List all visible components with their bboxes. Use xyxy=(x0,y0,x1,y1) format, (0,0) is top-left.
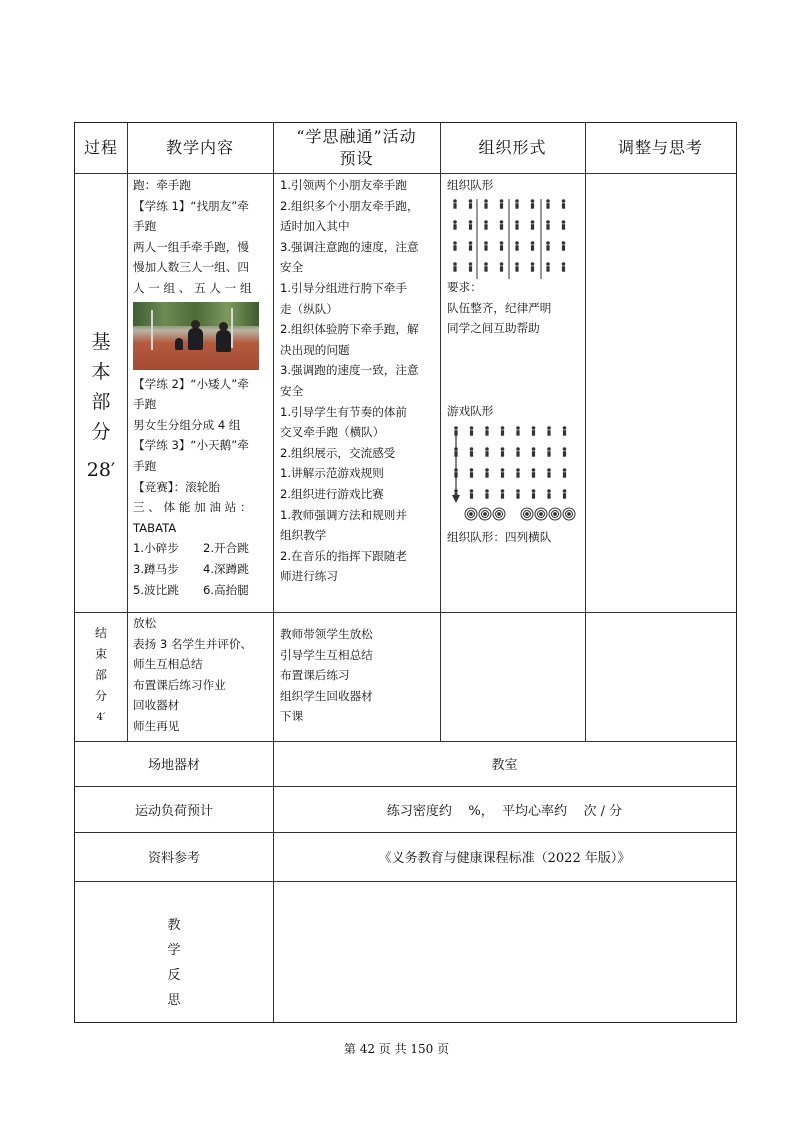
activity-line: 1.引导学生有节奏的体前 xyxy=(280,404,407,419)
org-title: 组织队形 xyxy=(447,178,494,192)
student-figure-body xyxy=(531,245,534,251)
end-activity-line: 下课 xyxy=(280,709,304,724)
tire-icon xyxy=(470,513,473,516)
player-figure xyxy=(470,426,474,430)
player-figure xyxy=(563,426,567,430)
activity-line: 3.强调跑的速度一致，注意 xyxy=(280,363,419,378)
requirement-line: 要求： xyxy=(447,280,482,294)
header-process: 过程 xyxy=(83,138,118,157)
reflection-label-char: 反 xyxy=(167,968,181,983)
end-label-char: 结 xyxy=(94,626,107,640)
end-activity-line: 组织学生回收器材 xyxy=(280,688,373,703)
content-line: 手跑 xyxy=(133,219,157,234)
player-figure xyxy=(547,468,551,472)
student-figure-body xyxy=(546,245,549,251)
player-figure xyxy=(516,426,520,430)
end-content xyxy=(133,613,252,737)
basic-label-char: 基 xyxy=(91,331,111,353)
activity-line: 2.组织进行游戏比赛 xyxy=(280,486,384,501)
player-figure xyxy=(470,447,474,451)
reflection-label-char: 教 xyxy=(167,918,181,933)
student-figure-body xyxy=(484,245,487,251)
activity-line: 2.组织体验胯下牵手跑，解 xyxy=(280,322,419,337)
lesson-plan-table xyxy=(74,122,737,1023)
end-content-line: 回收器材 xyxy=(133,698,180,713)
content-line: 慢加人数三人一组、四 xyxy=(133,260,249,275)
player-figure-body xyxy=(470,493,473,499)
student-figure-body xyxy=(546,224,549,230)
student-figure-body xyxy=(531,224,534,230)
student-figure xyxy=(484,199,488,203)
student-figure xyxy=(546,262,550,266)
header-activity-line2: 预设 xyxy=(339,149,374,168)
student-figure xyxy=(515,241,519,245)
activity-line: 师进行练习 xyxy=(280,569,338,584)
student-figure-body xyxy=(562,266,565,272)
player-figure-body xyxy=(501,451,504,457)
player-figure-body xyxy=(501,493,504,499)
header-organization: 组织形式 xyxy=(478,138,547,157)
student-figure-body xyxy=(546,203,549,209)
student-figure-body xyxy=(453,245,456,251)
student-figure-body xyxy=(484,203,487,209)
activity-line: 3.强调注意跑的速度，注意 xyxy=(280,239,419,254)
activity-line: 2.在音乐的指挥下跟随老 xyxy=(280,548,407,563)
basic-label-char: 部 xyxy=(91,391,111,413)
row-divider-header xyxy=(75,173,736,174)
reference-label: 资料参考 xyxy=(147,851,200,866)
tire-icon xyxy=(498,513,501,516)
end-activity-line: 布置课后练习 xyxy=(280,668,350,683)
player-figure xyxy=(501,447,505,451)
player-figure xyxy=(485,426,489,430)
player-figure-body xyxy=(532,451,535,457)
student-figure-body xyxy=(453,203,456,209)
student-figure xyxy=(500,262,504,266)
student-figure-body xyxy=(453,266,456,272)
load-label: 运动负荷预计 xyxy=(134,803,213,819)
exercise-row xyxy=(133,538,259,559)
tire-icon xyxy=(568,513,571,516)
student-figure xyxy=(546,241,550,245)
exercise-item: 1.小碎步 xyxy=(133,541,179,556)
exercise-item: 5.波比跳 xyxy=(133,582,179,597)
player-figure xyxy=(532,447,536,451)
reflection-label-char: 思 xyxy=(167,993,181,1008)
student-figure xyxy=(531,199,535,203)
student-figure xyxy=(546,199,550,203)
player-figure-body xyxy=(547,493,550,499)
activity-line: 交叉牵手跑（横队） xyxy=(280,425,385,440)
player-figure xyxy=(563,447,567,451)
activity-line: 决出现的问题 xyxy=(280,342,350,357)
student-figure-body xyxy=(531,266,534,272)
player-figure xyxy=(547,426,551,430)
player-figure-body xyxy=(547,451,550,457)
activity-line: 走（纵队） xyxy=(280,301,338,316)
requirement-line: 队伍整齐，纪律严明 xyxy=(447,300,552,315)
player-figure xyxy=(516,489,520,493)
player-figure xyxy=(485,447,489,451)
exercise-item: 3.蹲马步 xyxy=(133,561,179,576)
column-formation-diagram xyxy=(447,197,583,283)
student-figure xyxy=(515,199,519,203)
student-figure-body xyxy=(515,224,518,230)
reflection-label xyxy=(75,913,273,1013)
exercise-row xyxy=(133,559,259,580)
student-figure xyxy=(515,220,519,224)
game-caption: 组织队形：四列横队 xyxy=(447,530,552,544)
col-divider-2 xyxy=(273,123,274,1022)
student-figure-body xyxy=(500,224,503,230)
student-figure-body xyxy=(515,203,518,209)
game-title: 游戏队形 xyxy=(447,404,494,418)
exercise-item: 2.开合跳 xyxy=(203,541,249,556)
player-figure xyxy=(547,447,551,451)
player-figure-body xyxy=(485,493,488,499)
col-divider-4 xyxy=(585,123,586,741)
student-figure-body xyxy=(562,203,565,209)
student-figure xyxy=(484,241,488,245)
student-figure xyxy=(484,262,488,266)
player-figure-body xyxy=(470,451,473,457)
basic-activity xyxy=(280,175,419,587)
end-label-char: 部 xyxy=(94,668,107,682)
venue-label: 场地器材 xyxy=(147,758,200,773)
exercise-item: 6.高抬腿 xyxy=(203,582,249,597)
player-figure-body xyxy=(516,472,519,478)
player-figure-body xyxy=(485,472,488,478)
student-figure-body xyxy=(484,266,487,272)
player-figure-body xyxy=(516,430,519,436)
player-figure xyxy=(501,426,505,430)
player-figure xyxy=(470,468,474,472)
activity-line: 2.组织展示，交流感受 xyxy=(280,445,396,460)
player-figure xyxy=(516,447,520,451)
student-figure-body xyxy=(515,266,518,272)
student-figure xyxy=(562,220,566,224)
player-figure-body xyxy=(547,472,550,478)
org-requirements xyxy=(447,277,551,339)
player-figure-body xyxy=(485,430,488,436)
tire-icon xyxy=(554,513,557,516)
content-line: 两人一组手牵手跑，慢 xyxy=(133,239,249,254)
content-line: 人 一 组 、 五 人 一 组 xyxy=(133,280,252,295)
student-figure xyxy=(453,241,457,245)
player-figure xyxy=(470,489,474,493)
player-figure-body xyxy=(532,472,535,478)
header-reflection: 调整与思考 xyxy=(617,138,703,157)
content-line: TABATA xyxy=(133,520,177,535)
student-figure-body xyxy=(484,224,487,230)
exercise-row xyxy=(133,580,259,601)
player-figure-body xyxy=(470,430,473,436)
activity-line: 安全 xyxy=(280,383,304,398)
player-figure-body xyxy=(532,493,535,499)
activity-line: 1.教师强调方法和规则并 xyxy=(280,507,407,522)
player-figure xyxy=(532,489,536,493)
load-value: 练习密度约 %， 平均心率约 次 / 分 xyxy=(386,803,623,819)
end-label-char: 分 xyxy=(94,689,107,703)
player-figure-body xyxy=(501,472,504,478)
content-line: 跑：牵手跑 xyxy=(133,178,191,192)
player-figure-body xyxy=(501,430,504,436)
student-figure xyxy=(484,220,488,224)
end-content-line: 表扬 3 名学生并评价、 xyxy=(133,636,253,651)
end-activity-line: 教师带领学生放松 xyxy=(280,627,373,641)
student-figure-body xyxy=(453,224,456,230)
player-figure-body xyxy=(563,430,566,436)
game-formation-diagram xyxy=(447,423,583,523)
basic-section-label xyxy=(75,327,127,485)
header-activity-line1: “学思融通”活动 xyxy=(296,127,417,146)
player-figure xyxy=(532,468,536,472)
requirement-line: 同学之间互助帮助 xyxy=(447,321,540,336)
student-figure xyxy=(453,199,457,203)
player-figure-body xyxy=(532,430,535,436)
player-figure xyxy=(547,489,551,493)
activity-line: 1.引领两个小朋友牵手跑 xyxy=(280,178,407,192)
content-line: 【竞赛】：滚轮胎 xyxy=(133,479,220,494)
running-kids-photo xyxy=(133,302,259,370)
player-figure xyxy=(485,489,489,493)
student-figure-body xyxy=(500,203,503,209)
exercise-item: 4.深蹲跳 xyxy=(203,561,249,576)
student-figure-body xyxy=(469,224,472,230)
end-content-line: 布置课后练习作业 xyxy=(133,677,226,692)
student-figure xyxy=(453,262,457,266)
student-figure xyxy=(469,262,473,266)
row-divider-reference xyxy=(75,881,736,882)
player-figure xyxy=(501,468,505,472)
header-activity xyxy=(273,123,440,173)
student-figure xyxy=(515,262,519,266)
student-figure-body xyxy=(500,245,503,251)
student-figure-body xyxy=(469,203,472,209)
reference-value: 《义务教育与健康课程标准（2022 年版）》 xyxy=(378,851,631,866)
basic-content xyxy=(133,175,259,600)
student-figure xyxy=(469,199,473,203)
student-figure xyxy=(453,220,457,224)
activity-line: 安全 xyxy=(280,260,304,275)
student-figure xyxy=(500,220,504,224)
player-figure-body xyxy=(516,451,519,457)
basic-time: 28′ xyxy=(86,459,116,481)
activity-line: 1.引导分组进行胯下牵手 xyxy=(280,280,407,295)
col-divider-1 xyxy=(127,123,128,741)
student-figure-body xyxy=(500,266,503,272)
player-figure xyxy=(516,468,520,472)
student-figure-body xyxy=(546,266,549,272)
player-figure-body xyxy=(547,430,550,436)
tire-icon xyxy=(540,513,543,516)
reflection-label-char: 学 xyxy=(167,943,181,958)
student-figure xyxy=(469,241,473,245)
student-figure-body xyxy=(562,224,565,230)
player-figure xyxy=(563,489,567,493)
student-figure-body xyxy=(515,245,518,251)
content-line: 【学练 1】“找朋友”牵 xyxy=(133,198,249,213)
player-figure-body xyxy=(470,472,473,478)
player-figure-body xyxy=(485,451,488,457)
student-figure xyxy=(531,220,535,224)
end-activity xyxy=(280,624,373,727)
student-figure xyxy=(469,220,473,224)
student-figure xyxy=(562,262,566,266)
end-section-label xyxy=(75,623,127,728)
content-line: 三 、 体 能 加 油 站 ： xyxy=(133,500,252,515)
tire-icon xyxy=(526,513,529,516)
content-line: 手跑 xyxy=(133,397,157,412)
activity-line: 1.讲解示范游戏规则 xyxy=(280,466,384,481)
player-figure xyxy=(532,426,536,430)
player-figure-body xyxy=(563,451,566,457)
player-figure xyxy=(501,489,505,493)
player-figure-body xyxy=(563,472,566,478)
tire-icon xyxy=(484,513,487,516)
basic-label-char: 分 xyxy=(91,421,111,443)
end-content-line: 放松 xyxy=(133,616,157,630)
activity-line: 2.组织多个小朋友牵手跑， xyxy=(280,198,419,213)
student-figure xyxy=(546,220,550,224)
player-figure-body xyxy=(563,493,566,499)
end-time: 4′ xyxy=(96,712,106,723)
activity-line: 适时加入其中 xyxy=(280,219,350,234)
header-content: 教学内容 xyxy=(165,138,234,157)
content-line: 【学练 2】“小矮人”牵 xyxy=(133,376,249,391)
content-line: 男女生分组分成 4 组 xyxy=(133,417,241,432)
player-figure xyxy=(563,468,567,472)
content-line: 【学练 3】“小天鹅”牵 xyxy=(133,438,249,453)
student-figure xyxy=(531,241,535,245)
student-figure-body xyxy=(469,245,472,251)
end-label-char: 束 xyxy=(94,647,107,661)
student-figure-body xyxy=(469,266,472,272)
student-figure xyxy=(562,241,566,245)
student-figure xyxy=(562,199,566,203)
basic-label-char: 本 xyxy=(91,361,111,383)
player-figure xyxy=(454,426,458,430)
end-content-line: 师生再见 xyxy=(133,718,180,733)
end-content-line: 师生互相总结 xyxy=(133,657,203,672)
content-line: 手跑 xyxy=(133,458,157,473)
player-figure-body xyxy=(516,493,519,499)
page-footer: 第 42 页 共 150 页 xyxy=(343,1042,450,1056)
student-figure xyxy=(531,262,535,266)
venue-value: 教室 xyxy=(491,758,518,773)
player-figure xyxy=(485,468,489,472)
student-figure xyxy=(500,241,504,245)
end-activity-line: 引导学生互相总结 xyxy=(280,647,373,662)
student-figure xyxy=(500,199,504,203)
activity-line: 组织教学 xyxy=(280,528,327,543)
student-figure-body xyxy=(562,245,565,251)
col-divider-3 xyxy=(440,123,441,741)
student-figure-body xyxy=(531,203,534,209)
